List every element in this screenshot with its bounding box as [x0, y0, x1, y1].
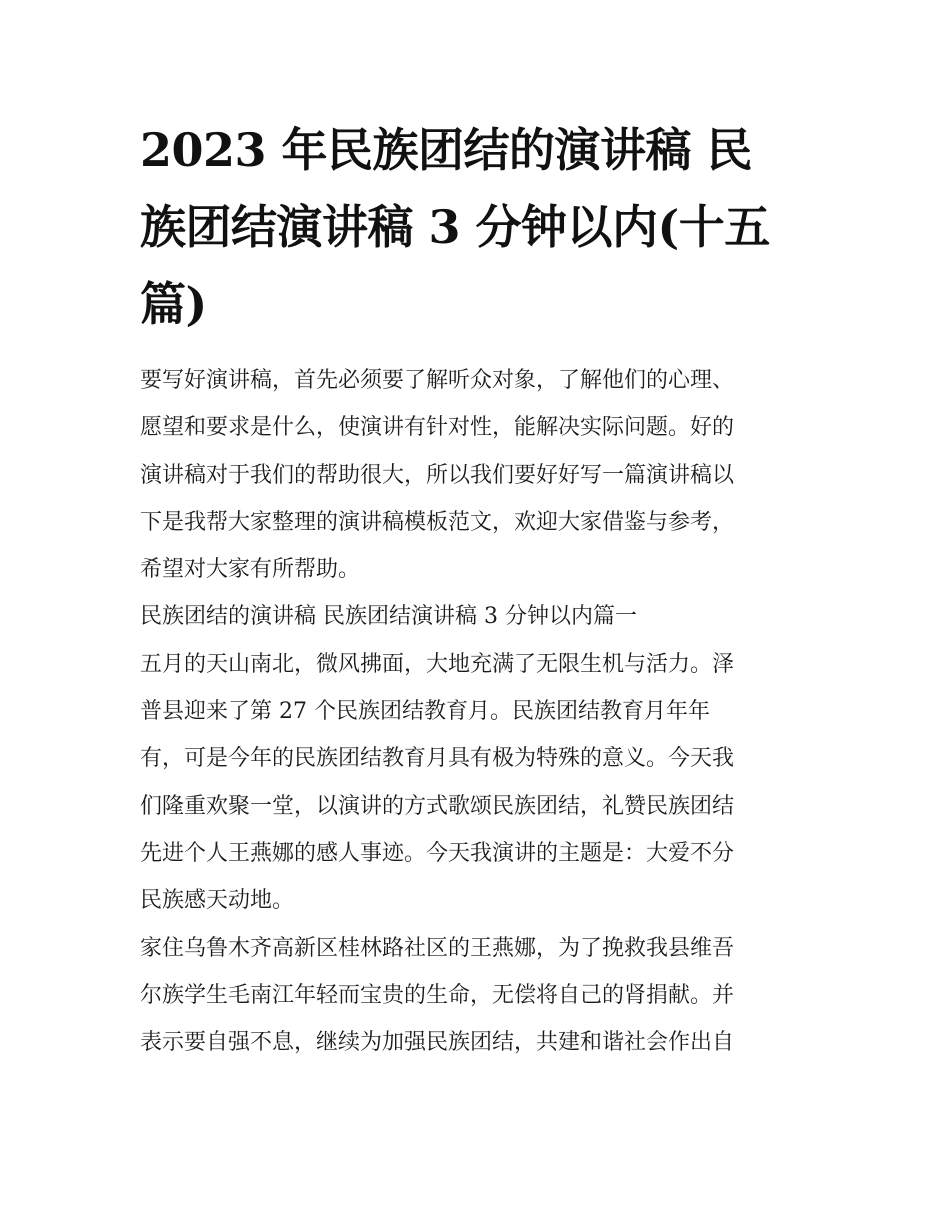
text-line: 愿望和要求是什么，使演讲有针对性，能解决实际问题。好的 — [140, 415, 735, 441]
document-title — [140, 112, 812, 343]
text-line: 们隆重欢聚一堂，以演讲的方式歌颂民族团结，礼赞民族团结 — [140, 793, 735, 819]
text-line: 希望对大家有所帮助。 — [140, 557, 361, 583]
title-line: 2023 年民族团结的演讲稿 民 — [140, 123, 753, 177]
text-line: 有，可是今年的民族团结教育月具有极为特殊的意义。今天我 — [140, 746, 735, 772]
text-line: 下是我帮大家整理的演讲稿模板范文，欢迎大家借鉴与参考， — [140, 509, 735, 535]
text-line: 要写好演讲稿，首先必须要了解听众对象，了解他们的心理、 — [140, 368, 735, 393]
text-line: 表示要自强不息，继续为加强民族团结，共建和谐社会作出自 — [140, 1030, 735, 1056]
paragraph — [140, 925, 812, 1067]
paragraph — [140, 641, 812, 925]
text-line: 五月的天山南北，微风拂面，大地充满了无限生机与活力。泽 — [140, 651, 735, 677]
text-line: 演讲稿对于我们的帮助很大，所以我们要好好写一篇演讲稿以 — [140, 462, 735, 488]
document-body — [140, 357, 812, 1066]
title-line: 篇) — [140, 277, 207, 331]
title-line: 族团结演讲稿 3 分钟以内(十五 — [140, 200, 770, 254]
intro-paragraph — [140, 357, 812, 593]
text-line: 尔族学生毛南江年轻而宝贵的生命，无偿将自己的肾捐献。并 — [140, 982, 735, 1008]
text-line: 普县迎来了第 27 个民族团结教育月。民族团结教育月年年 — [140, 699, 710, 725]
section-heading: 民族团结的演讲稿 民族团结演讲稿 3 分钟以内篇一 — [140, 604, 637, 630]
text-line: 先进个人王燕娜的感人事迹。今天我演讲的主题是：大爱不分 — [140, 840, 735, 866]
text-line: 民族感天动地。 — [140, 888, 295, 914]
text-line: 家住乌鲁木齐高新区桂林路社区的王燕娜，为了挽救我县维吾 — [140, 935, 735, 961]
